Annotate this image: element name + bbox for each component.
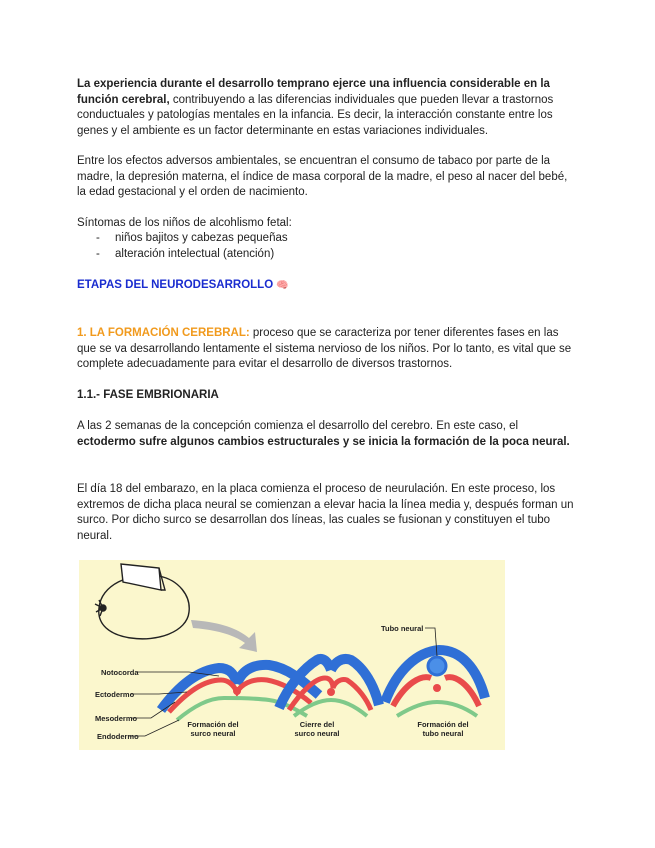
neurulation-figure — [79, 560, 505, 750]
embryonic-paragraph-1 — [77, 419, 577, 450]
arrow-icon — [191, 620, 257, 652]
label-mesodermo: Mesodermo — [95, 714, 138, 723]
label-endodermo: Endodermo — [97, 732, 139, 741]
brain-icon: 🧠 — [276, 280, 289, 291]
intro-paragraph — [77, 77, 577, 139]
label-tubo-neural: Tubo neural — [381, 624, 424, 633]
caption-stage-1: Formación del surco neural — [187, 720, 239, 738]
list-item — [96, 247, 288, 263]
embryonic-heading: 1.1.- FASE EMBRIONARIA — [77, 389, 219, 401]
stages-heading-text: ETAPAS DEL NEURODESARROLLO — [77, 279, 274, 291]
embryonic-p1-bold: ectodermo sufre algunos cambios estructurales y se inicia la formación de la poca neural. — [77, 435, 570, 448]
caption-stage-3: Formación del tubo neural — [417, 720, 469, 738]
list-item — [96, 231, 288, 247]
bullet-dash: - — [96, 247, 100, 260]
symptoms-title: Síntomas de los niños de alcohlismo fetal: — [77, 217, 292, 229]
symptoms-list — [96, 231, 288, 262]
formation-text: proceso que se caracteriza por tener diferentes fases en las que se va desarrollando lentamente el sistema nervioso de los niños. Por lo tanto, es vital que se complete adecuadamente para evitar el desarrollo de diversos trastornos. — [77, 327, 572, 370]
embryo-sketch — [95, 564, 189, 639]
intro-bold: La experiencia durante el desarrollo temprano ejerce una influencia considerable en la función cerebral, — [77, 78, 550, 106]
formation-paragraph — [77, 326, 577, 373]
list-item-text: niños bajitos y cabezas pequeñas — [115, 232, 288, 244]
stage-3-illustration — [385, 628, 485, 716]
embryonic-paragraph-2: El día 18 del embarazo, en la placa comienza el proceso de neurulación. En este proceso, los extremos de dicha placa neural se comienzan a elevar hacia la línea media y, después forman un surco. Por dicho surco se desarrollan dos líneas, las cuales se fusionan y constituyen el tubo neural. — [77, 483, 574, 542]
formation-label: 1. LA FORMACIÓN CEREBRAL: — [77, 327, 250, 339]
bullet-dash: - — [96, 232, 100, 244]
label-ectodermo: Ectodermo — [95, 690, 135, 699]
caption-stage-2: Cierre del surco neural — [294, 720, 340, 738]
embryonic-p1-text: A las 2 semanas de la concepción comienza el desarrollo del cerebro. En este caso, el — [77, 420, 519, 432]
list-item-text: alteración intelectual (atención) — [115, 247, 275, 260]
intro-rest: contribuyendo a las diferencias individuales que pueden llevar a trastornos conductuales y patologías mentales en la infancia. Es decir, la interacción constante entre los genes y el ambiente es un factor determinante en estas variaciones individuales. — [77, 93, 554, 137]
adverse-paragraph: Entre los efectos adversos ambientales, se encuentran el consumo de tabaco por parte de la madre, la depresión materna, el índice de masa corporal de la madre, el peso al nacer del bebé, la edad gestacional y el orden de nacimiento. — [77, 155, 568, 198]
label-notocorda: Notocorda — [101, 668, 139, 677]
stages-heading — [77, 278, 577, 294]
